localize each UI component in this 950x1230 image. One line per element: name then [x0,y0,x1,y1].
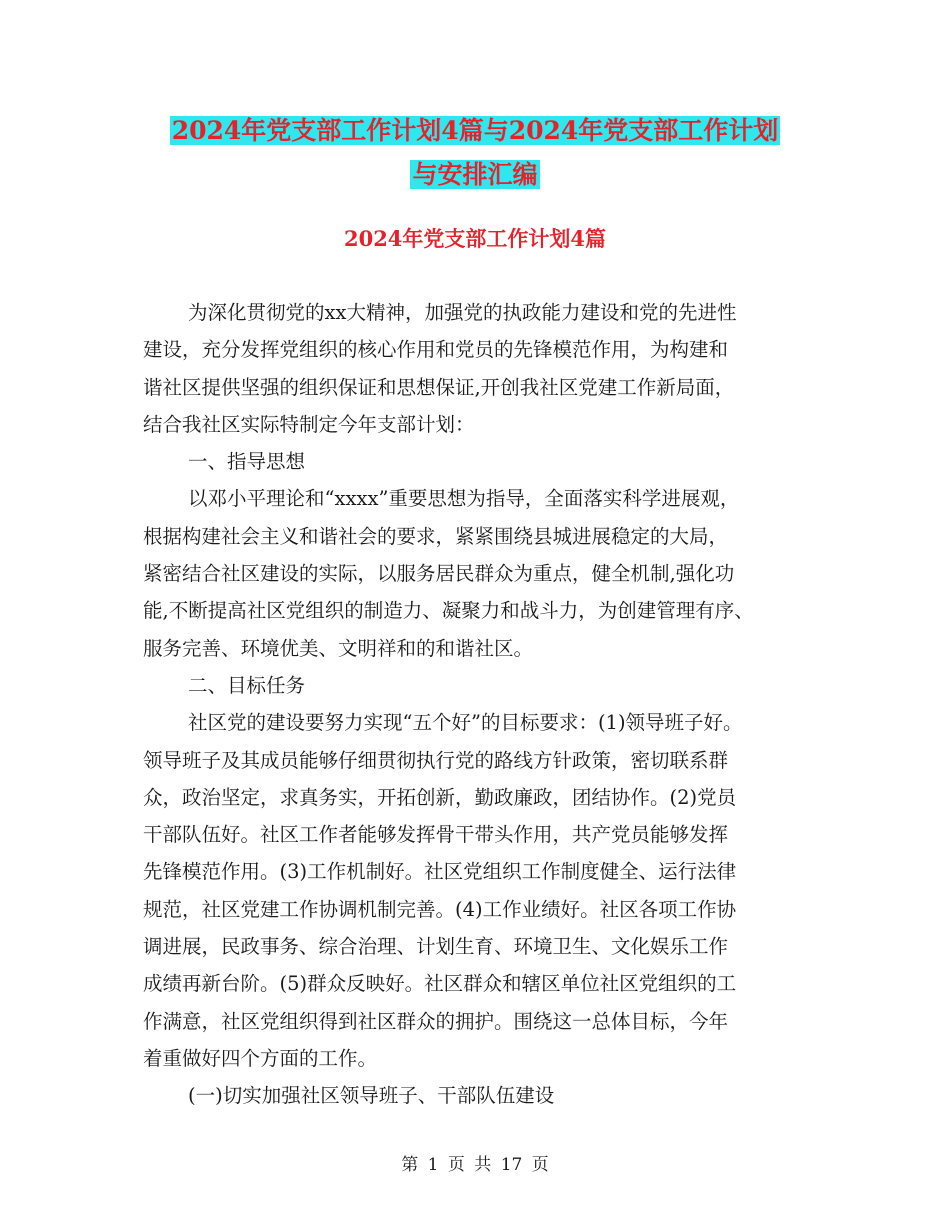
document-title-line-1: 2024年党支部工作计划4篇与2024年党支部工作计划 [171,116,779,145]
paragraph-line: 紧密结合社区建设的实际，以服务居民群众为重点，健全机制,强化功 [143,562,735,586]
document-title-continued [0,152,950,198]
section-heading: 一、指导思想 [188,450,306,474]
document-title-line-2: 与安排汇编 [412,160,538,189]
section-title: 2024年党支部工作计划4篇 [343,226,607,251]
paragraph-line: 作满意，社区党组织得到社区群众的拥护。围绕这一总体目标，今年 [143,1009,729,1033]
paragraph-line: 能,不断提高社区党组织的制造力、凝聚力和战斗力，为创建管理有序、 [143,599,754,623]
paragraph-line: 干部队伍好。社区工作者能够发挥骨干带头作用，共产党员能够发挥 [143,823,729,847]
document-title [0,108,950,154]
paragraph-line: 调进展，民政事务、综合治理、计划生育、环境卫生、文化娱乐工作 [143,935,729,959]
paragraph-line: 规范，社区党建工作协调机制完善。(4)工作业绩好。社区各项工作协 [143,897,737,921]
paragraph-line: 以邓小平理论和“xxxx”重要思想为指导，全面落实科学进展观， [188,487,740,511]
paragraph-line: 领导班子及其成员能够仔细贯彻执行党的路线方针政策，密切联系群 [143,748,729,772]
paragraph-line: 众，政治坚定，求真务实，开拓创新，勤政廉政，团结协作。(2)党员 [143,785,737,809]
subsection-heading: (一)切实加强社区领导班子、干部队伍建设 [188,1084,555,1108]
paragraph-line: 成绩再新台阶。(5)群众反映好。社区群众和辖区单位社区党组织的工 [143,972,737,996]
paragraph-line: 结合我社区实际特制定今年支部计划： [143,412,475,436]
section-heading: 二、目标任务 [188,673,306,697]
paragraph-line: 谐社区提供坚强的组织保证和思想保证,开创我社区党建工作新局面， [143,375,735,399]
paragraph-line: 社区党的建设要努力实现“五个好”的目标要求：(1)领导班子好。 [188,711,743,735]
paragraph-line: 着重做好四个方面的工作。 [143,1046,378,1070]
paragraph-line: 先锋模范作用。(3)工作机制好。社区党组织工作制度健全、运行法律 [143,860,737,884]
page-number-footer: 第 1 页 共 17 页 [401,1155,549,1175]
body-text [143,294,823,1115]
paragraph-line: 服务完善、环境优美、文明祥和的和谐社区。 [143,636,534,660]
paragraph-line: 根据构建社会主义和谐社会的要求，紧紧围绕县城进展稳定的大局， [143,524,729,548]
paragraph-line: 建设，充分发挥党组织的核心作用和党员的先锋模范作用，为构建和 [143,338,729,362]
paragraph-line: 为深化贯彻党的xx大精神，加强党的执政能力建设和党的先进性 [188,301,737,324]
